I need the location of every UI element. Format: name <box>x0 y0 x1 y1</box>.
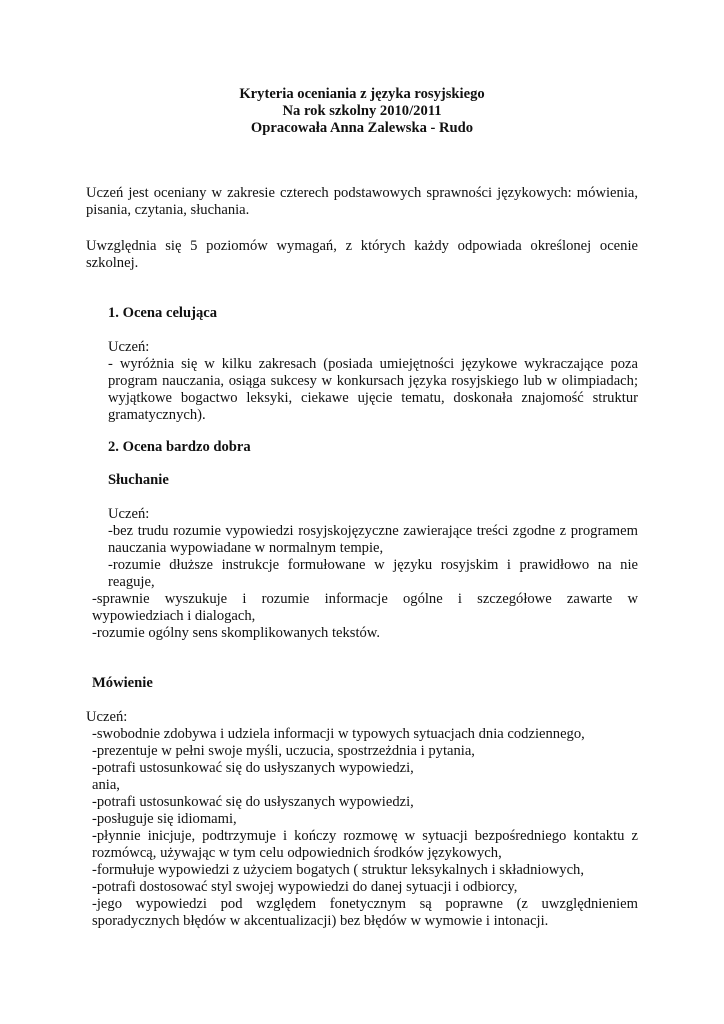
speaking-line: -posługuje się idiomami, <box>92 811 237 827</box>
intro-paragraph-1-line-2: pisania, czytania, słuchania. <box>86 202 250 218</box>
listening-line: -rozumie ogólny sens skomplikowanych tekstów. <box>92 625 381 641</box>
section-1-line: wyjątkowe bogactwo leksyki, ciekawe ujęcie tematu, doskonała znajomość struktur <box>108 390 638 406</box>
intro-paragraph-1-line-1: Uczeń jest oceniany w zakresie czterech podstawowych sprawności językowych: mówienia, <box>86 185 638 201</box>
speaking-line: rozmówcą, używając w tym celu odpowiednich środków językowych, <box>92 845 502 861</box>
speaking-student-label: Uczeń: <box>86 709 128 725</box>
speaking-line: -płynnie inicjuje, podtrzymuje i kończy rozmowę w sytuacji bezpośredniego kontaktu z <box>92 828 638 844</box>
speaking-line: -potrafi dostosować styl swojej wypowiedzi do danej sytuacji i odbiorcy, <box>92 879 518 895</box>
speaking-line: -potrafi ustosunkować się do usłyszanych wypowiedzi, <box>92 760 414 776</box>
speaking-line: -jego wypowiedzi pod względem fonetycznym są poprawne (z uwzględnieniem <box>92 896 638 912</box>
listening-line: -bez trudu rozumie vypowiedzi rosyjskojęzyczne zawierające treści zgodne z programem <box>108 523 638 539</box>
intro-paragraph-2-line-1: Uwzględnia się 5 poziomów wymagań, z których każdy odpowiada określonej ocenie <box>86 238 638 254</box>
section-1-line: program nauczania, osiąga sukcesy w konkursach języka rosyjskiego lub w olimpiadach; <box>108 373 638 389</box>
speaking-line: -prezentuje w pełni swoje myśli, uczucia, spostrzeżdnia i pytania, <box>92 743 475 759</box>
intro-paragraph-1 <box>86 185 638 219</box>
section-1-line: - wyróżnia się w kilku zakresach (posiada umiejętności językowe wykraczające poza <box>108 356 638 372</box>
section-1-heading: 1. Ocena celująca <box>108 305 218 321</box>
listening-line: wypowiedziach i dialogach, <box>92 608 256 624</box>
document-title: Kryteria oceniania z języka rosyjskiego <box>239 86 485 102</box>
speaking-line: ania, <box>92 777 120 793</box>
speaking-line: sporadycznych błędów w akcentualizacji) bez błędów w wymowie i intonacji. <box>92 913 549 929</box>
speaking-body <box>92 726 638 930</box>
author-line: Opracowała Anna Zalewska - Rudo <box>250 120 474 136</box>
section-1-line: gramatycznych). <box>108 407 206 423</box>
section-1-student-label: Uczeń: <box>108 339 150 355</box>
listening-line: reaguje, <box>108 574 155 590</box>
section-2-heading: 2. Ocena bardzo dobra <box>108 439 251 455</box>
intro-paragraph-2 <box>86 238 638 272</box>
listening-block-1 <box>108 523 638 591</box>
listening-student-label: Uczeń: <box>108 506 150 522</box>
speaking-heading: Mówienie <box>92 675 153 691</box>
listening-line: -rozumie dłuższe instrukcje formułowane w języku rosyjskim i prawidłowo na nie <box>108 557 638 573</box>
speaking-line: -formułuje wypowiedzi z użyciem bogatych ( struktur leksykalnych i składniowych, <box>92 862 585 878</box>
document-header <box>0 86 724 137</box>
listening-heading: Słuchanie <box>108 472 169 488</box>
speaking-line: -swobodnie zdobywa i udziela informacji w typowych sytuacjach dnia codziennego, <box>92 726 585 742</box>
listening-line: -sprawnie wyszukuje i rozumie informacje ogólne i szczegółowe zawarte w <box>92 591 638 607</box>
school-year: Na rok szkolny 2010/2011 <box>282 103 442 119</box>
section-1-body <box>108 356 638 424</box>
intro-paragraph-2-line-2: szkolnej. <box>86 255 139 271</box>
listening-block-2 <box>92 591 638 642</box>
speaking-line: -potrafi ustosunkować się do usłyszanych wypowiedzi, <box>92 794 414 810</box>
listening-line: nauczania wypowiadane w normalnym tempie, <box>108 540 384 556</box>
